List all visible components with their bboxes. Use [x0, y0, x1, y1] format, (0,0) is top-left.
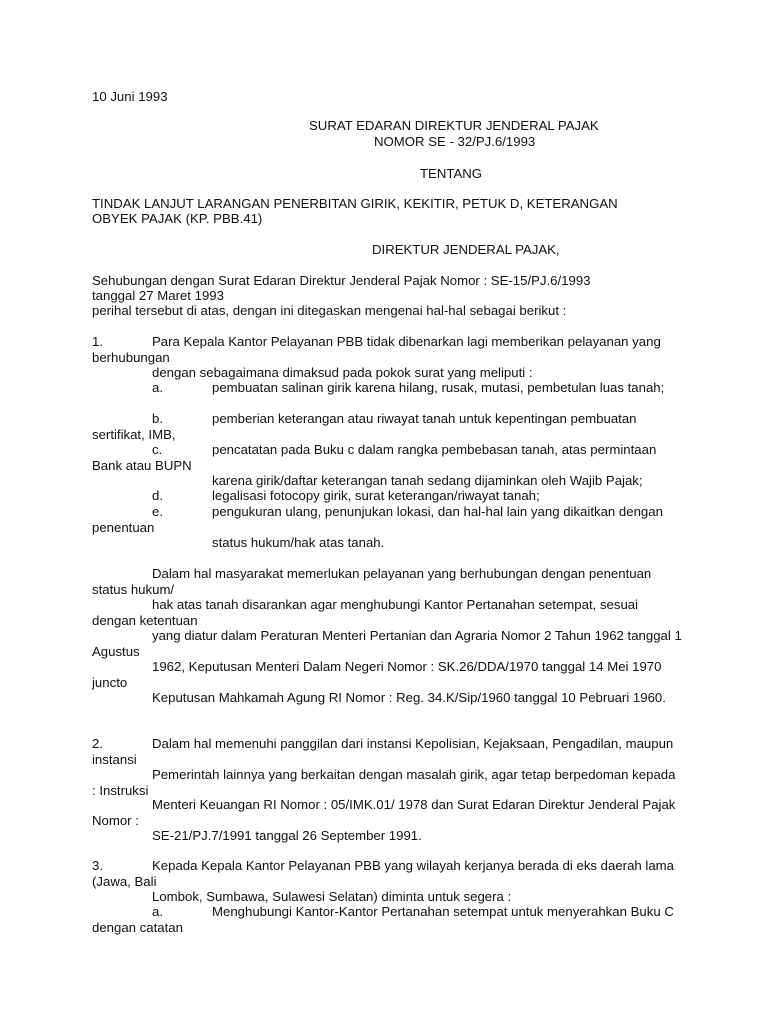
item-3-number: 3. — [92, 858, 103, 873]
dalam-para-3: yang diatur dalam Peraturan Menteri Pertanian dan Agraria Nomor 2 Tahun 1962 tanggal 1 Agustus — [92, 628, 682, 659]
item-3-para-1: Kepada Kepala Kantor Pelayanan PBB yang wilayah kerjanya berada di eks daerah lama (Jawa, Bali — [92, 858, 674, 889]
dalam-para-5: Keputusan Mahkamah Agung RI Nomor : Reg. 34.K/Sip/1960 tanggal 10 Pebruari 1960. — [152, 690, 666, 705]
item-1c-label: c. — [152, 442, 163, 457]
item-1b-text: pemberian keterangan atau riwayat tanah untuk kepentingan pembuatan sertifikat, IMB, — [92, 411, 637, 442]
intro-line-3: perihal tersebut di atas, dengan ini ditegaskan mengenai hal-hal sebagai berikut : — [92, 303, 567, 318]
item-3-para-2: Lombok, Sumbawa, Sulawesi Selatan) diminta untuk segera : — [152, 889, 512, 904]
item-1-number: 1. — [92, 334, 103, 349]
item-1a-label: a. — [152, 380, 163, 395]
item-1-text: Para Kepala Kantor Pelayanan PBB tidak dibenarkan lagi memberikan pelayanan yang berhubungan — [92, 334, 661, 365]
header-tentang: TENTANG — [420, 166, 483, 181]
item-3a-text: Menghubungi Kantor-Kantor Pertanahan setempat untuk menyerahkan Buku C dengan catatan — [92, 904, 674, 935]
item-2-para-1: Dalam hal memenuhi panggilan dari instansi Kepolisian, Kejaksaan, Pengadilan, maupun instansi — [92, 736, 674, 767]
item-1e-label: e. — [152, 504, 163, 519]
document-date: 10 Juni 1993 — [92, 89, 168, 104]
item-1e-cont: status hukum/hak atas tanah. — [212, 535, 385, 550]
item-1c-cont: karena girik/daftar keterangan tanah sedang dijaminkan oleh Wajib Pajak; — [212, 473, 643, 488]
item-1c-text: pencatatan pada Buku c dalam rangka pembebasan tanah, atas permintaan Bank atau BUPN — [92, 442, 657, 473]
item-2-para-3: Menteri Keuangan RI Nomor : 05/IMK.01/ 1978 dan Surat Edaran Direktur Jenderal Pajak Nomor : — [92, 797, 676, 828]
item-1d-text: legalisasi fotocopy girik, surat keterangan/riwayat tanah; — [212, 488, 540, 503]
item-2-number: 2. — [92, 736, 103, 751]
item-1-cont: dengan sebagaimana dimaksud pada pokok surat yang meliputi : — [152, 365, 533, 380]
item-1b-label: b. — [152, 411, 163, 426]
header-number: NOMOR SE - 32/PJ.6/1993 — [374, 134, 536, 149]
item-1a-text: pembuatan salinan girik karena hilang, rusak, mutasi, pembetulan luas tanah; — [212, 380, 665, 395]
item-1d-label: d. — [152, 488, 163, 503]
item-2-para-2: Pemerintah lainnya yang berkaitan dengan masalah girik, agar tetap berpedoman kepada : Instruksi — [92, 767, 676, 798]
item-3a-label: a. — [152, 904, 163, 919]
item-1e-text: pengukuran ulang, penunjukan lokasi, dan hal-hal lain yang dikaitkan dengan penentuan — [92, 504, 663, 535]
issuer: DIREKTUR JENDERAL PAJAK, — [372, 242, 560, 257]
intro-line-2: tanggal 27 Maret 1993 — [92, 288, 224, 303]
dalam-para-2: hak atas tanah disarankan agar menghubungi Kantor Pertanahan setempat, sesuai dengan ketentuan — [92, 597, 639, 628]
dalam-para-1: Dalam hal masyarakat memerlukan pelayanan yang berhubungan dengan penentuan status hukum/ — [92, 566, 652, 597]
intro-line-1: Sehubungan dengan Surat Edaran Direktur Jenderal Pajak Nomor : SE-15/PJ.6/1993 — [92, 273, 591, 288]
subject-line-2: OBYEK PAJAK (KP. PBB.41) — [92, 211, 263, 226]
subject-line-1: TINDAK LANJUT LARANGAN PENERBITAN GIRIK, KEKITIR, PETUK D, KETERANGAN — [92, 196, 618, 211]
dalam-para-4: 1962, Keputusan Menteri Dalam Negeri Nomor : SK.26/DDA/1970 tanggal 14 Mei 1970 juncto — [92, 659, 662, 690]
header-title: SURAT EDARAN DIREKTUR JENDERAL PAJAK — [309, 118, 599, 133]
item-2-para-4: SE-21/PJ.7/1991 tanggal 26 September 1991. — [152, 828, 422, 843]
